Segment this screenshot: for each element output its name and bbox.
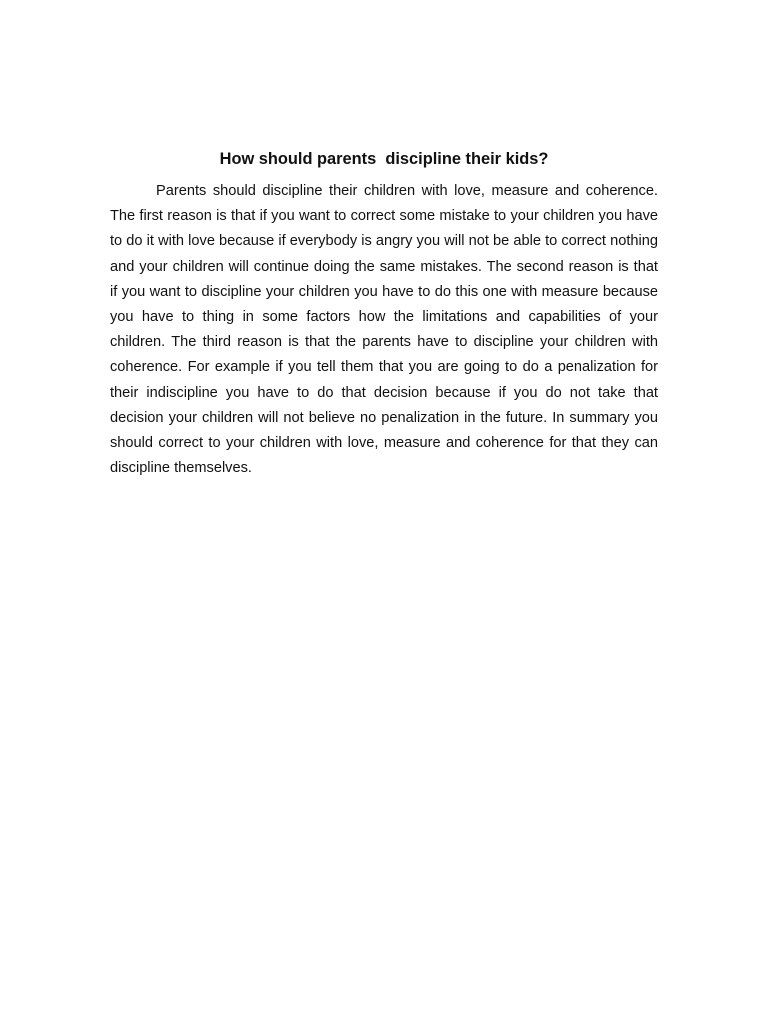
document-body-paragraph: Parents should discipline their children with love, measure and coherence. The first reason is that if you want to correct some mistake to your children you have to do it with love because if everybody is angry you will not be able to correct nothing and your children will continue doing the same mistakes. The second reason is that if you want to discipline your children you have to do this one with measure because you have to thing in some factors how the limitations and capabilities of your children. The third reason is that the parents have to discipline your children with coherence. For example if you tell them that you are going to do a penalization for their indiscipline you have to do that decision because if you do not take that decision your children will not believe no penalization in the future. In summary you should correct to your children with love, measure and coherence for that they can discipline themselves.	[110, 183, 658, 477]
document-title: How should parents discipline their kids?	[219, 150, 549, 168]
